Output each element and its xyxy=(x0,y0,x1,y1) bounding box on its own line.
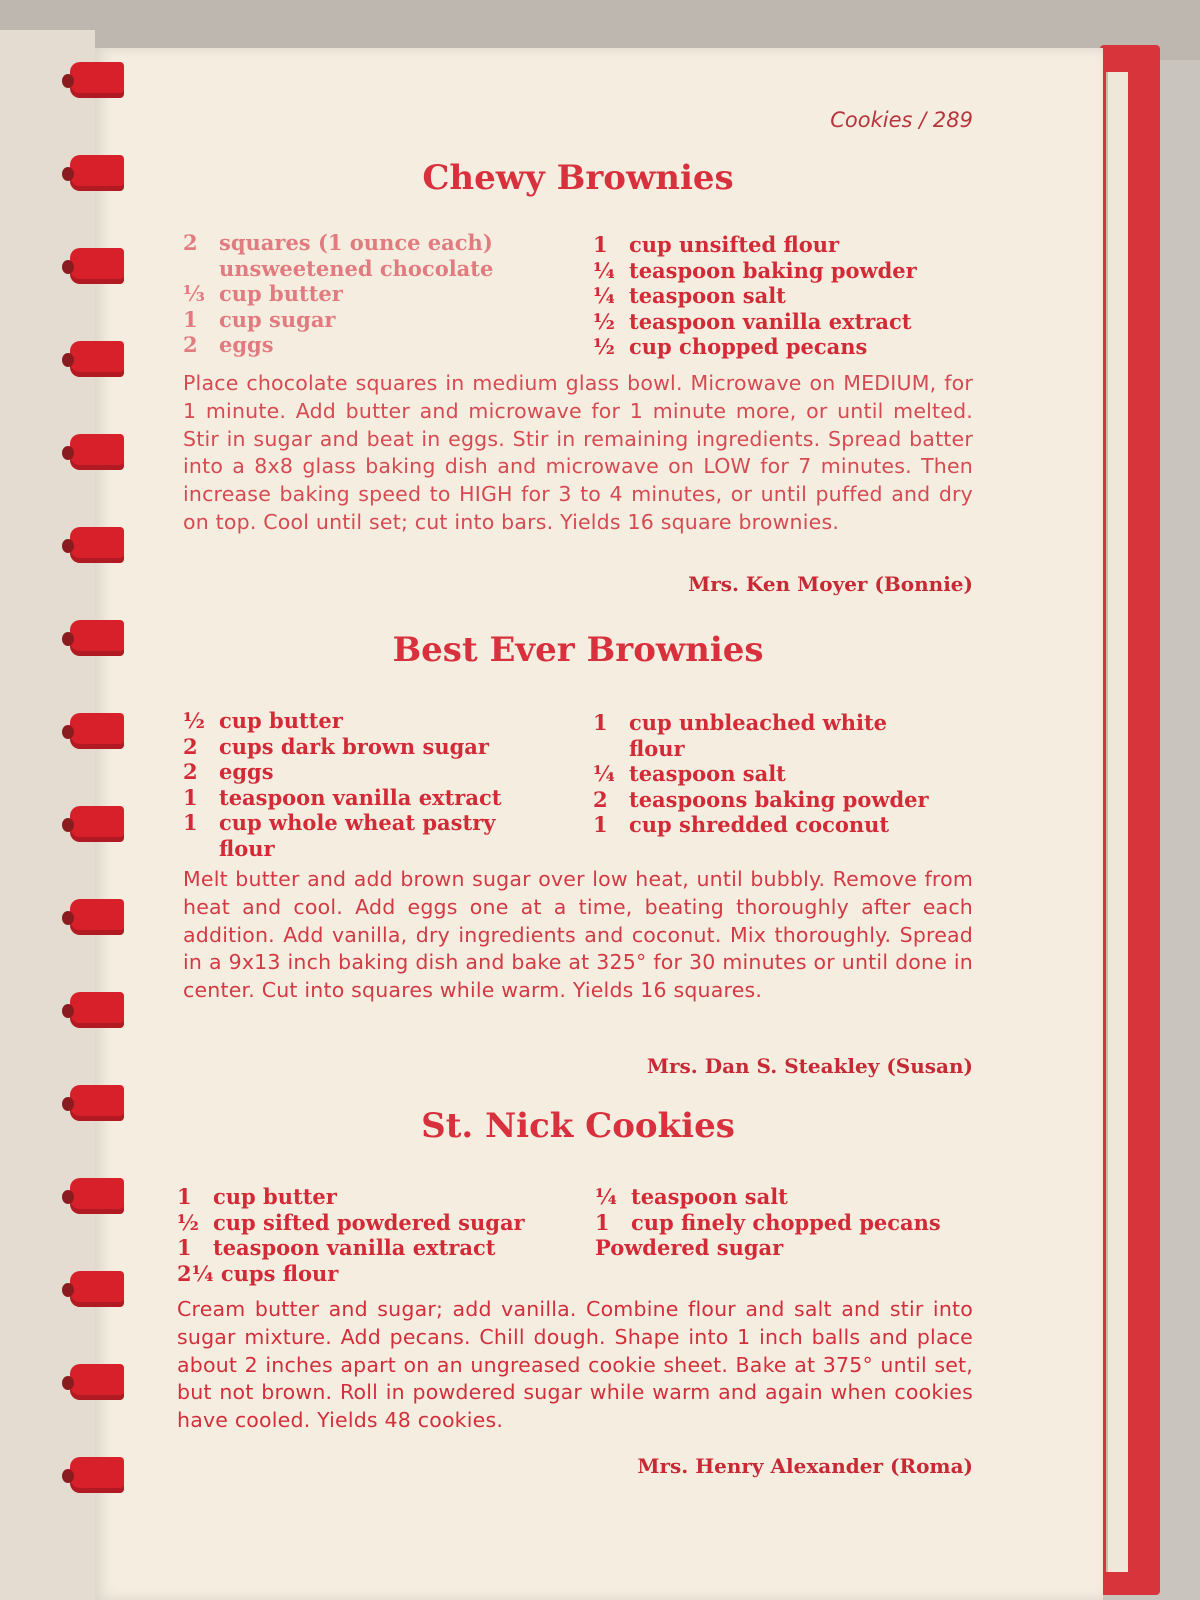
page-stack-edge xyxy=(1106,72,1128,1572)
recipe-contributor: Mrs. Ken Moyer (Bonnie) xyxy=(688,572,973,596)
recipe-contributor: Mrs. Dan S. Steakley (Susan) xyxy=(646,1054,973,1078)
ingredient-row: 2 eggs xyxy=(183,759,274,784)
recipe-title-chewy-brownies: Chewy Brownies xyxy=(422,158,734,198)
ingredients-left xyxy=(183,230,573,358)
binding-ring xyxy=(62,527,124,565)
ingredient-row: 1 cup unbleached white flour xyxy=(593,710,888,761)
header-separator: / xyxy=(919,108,933,132)
ingredient-row: 1 cup sugar xyxy=(183,306,336,332)
running-header xyxy=(830,108,973,132)
ingredient-row: ¼ teaspoon baking powder xyxy=(593,257,917,283)
binding-ring xyxy=(62,1271,124,1309)
binding-ring xyxy=(62,992,124,1030)
ingredient-row: 1 cup finely chopped pecans xyxy=(595,1209,941,1235)
binding-ring xyxy=(62,1178,124,1216)
binding-ring xyxy=(62,1364,124,1402)
recipe-directions: Cream butter and sugar; add vanilla. Combine flour and salt and stir into sugar mixture. Add pecans. Chill dough. Shape into 1 inch balls and place about 2 inches apart on an ungreased cookie sheet. Bake at 375° until set, but not brown. Roll in powdered sugar while warm and again when cookies have cooled. Yields 48 cookies. xyxy=(177,1297,973,1433)
ingredients-right xyxy=(593,710,953,838)
ingredient-row: 2 teaspoons baking powder xyxy=(593,786,929,812)
ingredient-row: 2 squares (1 ounce each) xyxy=(183,230,493,255)
ingredient-row: 2¼ cups flour xyxy=(177,1260,339,1286)
recipe-contributor: Mrs. Henry Alexander (Roma) xyxy=(637,1454,973,1478)
ingredient-row: 2 eggs xyxy=(183,332,274,357)
ingredients-right xyxy=(593,232,973,360)
ingredient-row: ½ teaspoon vanilla extract xyxy=(593,308,912,334)
ingredient-row: unsweetened chocolate xyxy=(219,255,494,281)
ingredient-row: 1 teaspoon vanilla extract xyxy=(177,1235,496,1260)
ingredient-row: Powdered sugar xyxy=(595,1235,784,1260)
ingredient-row: ½ cup chopped pecans xyxy=(593,334,868,359)
binding-ring xyxy=(62,434,124,472)
recipe-title-best-ever-brownies: Best Ever Brownies xyxy=(392,630,764,670)
binding-ring xyxy=(62,1085,124,1123)
ingredient-row: 2 cups dark brown sugar xyxy=(183,733,489,759)
ingredient-row: ¼ teaspoon salt xyxy=(593,761,786,786)
binding-ring xyxy=(62,806,124,844)
recipe-directions: Melt butter and add brown sugar over low heat, until bubbly. Remove from heat and cool. Add eggs one at a time, beating thoroughly after each addition. Add vanilla, dry ingredients and coconut. Mix thoroughly. Spread in a 9x13 inch baking dish and bake at 325° for 30 minutes or until done in center. Cut into squares while warm. Yields 16 squares. xyxy=(183,867,973,1003)
ingredient-row: ½ cup butter xyxy=(183,708,343,733)
binding-ring xyxy=(62,620,124,658)
ingredient-row: ¼ teaspoon salt xyxy=(595,1184,788,1209)
binding-ring xyxy=(62,1457,124,1495)
page-number: 289 xyxy=(932,108,973,132)
binding-ring xyxy=(62,62,124,100)
ingredient-row: 1 cup butter xyxy=(177,1184,337,1209)
ingredient-row: 1 cup shredded coconut xyxy=(593,812,890,837)
ingredient-row: ⅓ cup butter xyxy=(183,281,343,306)
ingredients-left xyxy=(177,1184,577,1286)
ingredient-row: 1 cup unsifted flour xyxy=(593,232,840,257)
binding-ring xyxy=(62,713,124,751)
ingredient-row: ½ cup sifted powdered sugar xyxy=(177,1209,525,1235)
binding-ring xyxy=(62,155,124,193)
recipe-directions: Place chocolate squares in medium glass bowl. Microwave on MEDIUM, for 1 minute. Add butter and microwave for 1 minute more, or until melted. Stir in sugar and beat in eggs. Stir in remaining ingredients. Spread batter into a 8x8 glass baking dish and microwave on LOW for 7 minutes. Then increase baking speed to HIGH for 3 to 4 minutes, or until puffed and dry on top. Cool until set; cut into bars. Yields 16 square brownies. xyxy=(183,371,973,534)
binding-ring xyxy=(62,899,124,937)
recipe-title-st-nick-cookies: St. Nick Cookies xyxy=(421,1106,735,1146)
binding-ring xyxy=(62,248,124,286)
binding-ring xyxy=(62,341,124,379)
ingredient-row: 1 teaspoon vanilla extract xyxy=(183,784,502,810)
ingredient-row: 1 cup whole wheat pastry flour xyxy=(183,810,496,861)
section-name: Cookies xyxy=(830,108,913,132)
ingredient-row: ¼ teaspoon salt xyxy=(593,283,786,308)
ingredients-right xyxy=(595,1184,973,1261)
ingredients-left xyxy=(183,708,573,861)
